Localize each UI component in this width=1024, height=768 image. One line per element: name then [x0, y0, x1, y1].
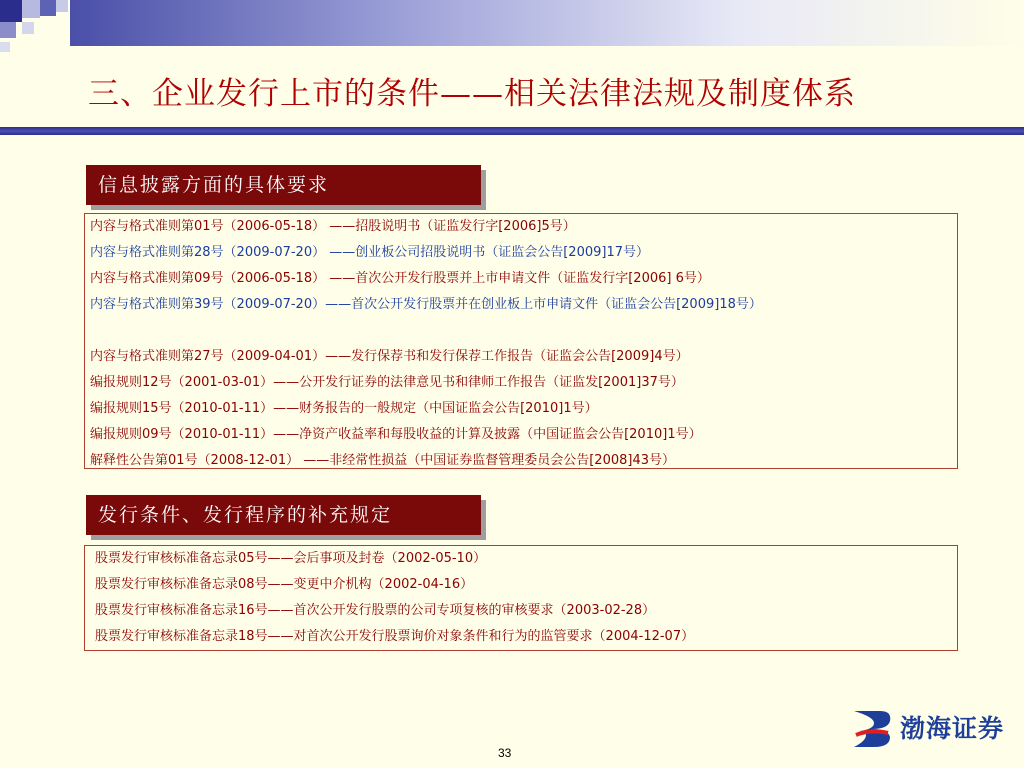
- corner-square-3: [0, 22, 16, 38]
- rule-item: 股票发行审核标准备忘录08号——变更中介机构（2002-04-16）: [95, 577, 474, 592]
- rule-item: 股票发行审核标准备忘录16号——首次公开发行股票的公司专项复核的审核要求（2003-02-28）: [95, 603, 656, 618]
- logo-text: 渤海证券: [900, 714, 1005, 743]
- blank-spacer: [85, 318, 957, 344]
- top-gradient-band: [70, 0, 1024, 46]
- corner-square-4: [40, 0, 56, 16]
- page-number: 33: [498, 746, 512, 760]
- slide-title: 三、企业发行上市的条件——相关法律法规及制度体系: [88, 76, 856, 112]
- rule-item: 内容与格式准则第27号（2009-04-01）——发行保荐书和发行保荐工作报告（证监会公告[2009]4号）: [90, 349, 689, 364]
- corner-square-2: [22, 0, 40, 18]
- supplementary-rules-box: [84, 545, 958, 651]
- rule-item: 内容与格式准则第01号（2006-05-18） ——招股说明书（证监发行字[2006]5号）: [90, 219, 576, 234]
- corner-square-7: [0, 42, 10, 52]
- corner-square-6: [56, 0, 68, 12]
- rule-item: 股票发行审核标准备忘录05号——会后事项及封卷（2002-05-10）: [95, 551, 487, 566]
- rule-item: 内容与格式准则第28号（2009-07-20） ——创业板公司招股说明书（证监会公告[2009]17号）: [90, 245, 649, 260]
- bohai-securities-logo-icon: [850, 705, 894, 749]
- section-header-supplementary: 发行条件、发行程序的补充规定: [86, 495, 481, 535]
- rule-item: 内容与格式准则第39号（2009-07-20）——首次公开发行股票并在创业板上市申请文件（证监会公告[2009]18号）: [90, 297, 762, 312]
- rule-item: 内容与格式准则第09号（2006-05-18） ——首次公开发行股票并上市申请文件（证监发行字[2006] 6号）: [90, 271, 710, 286]
- rule-item: 编报规则12号（2001-03-01）——公开发行证券的法律意见书和律师工作报告（证监发[2001]37号）: [90, 375, 684, 390]
- rule-item: 编报规则09号（2010-01-11）——净资产收益率和每股收益的计算及披露（中国证监会公告[2010]1号）: [90, 427, 702, 442]
- section-header-disclosure: 信息披露方面的具体要求: [86, 165, 481, 205]
- corner-square-1: [0, 0, 22, 22]
- rule-item: 编报规则15号（2010-01-11）——财务报告的一般规定（中国证监会公告[2010]1号）: [90, 401, 598, 416]
- rule-item: 解释性公告第01号（2008-12-01） ——非经常性损益（中国证券监督管理委员会公告[2008]43号）: [90, 453, 675, 468]
- rule-item: 股票发行审核标准备忘录18号——对首次公开发行股票询价对象条件和行为的监管要求（2004-12-07）: [95, 629, 695, 644]
- title-divider: [0, 127, 1024, 135]
- disclosure-rules-box: [84, 213, 958, 469]
- corner-square-5: [22, 22, 34, 34]
- company-logo: [850, 703, 1010, 751]
